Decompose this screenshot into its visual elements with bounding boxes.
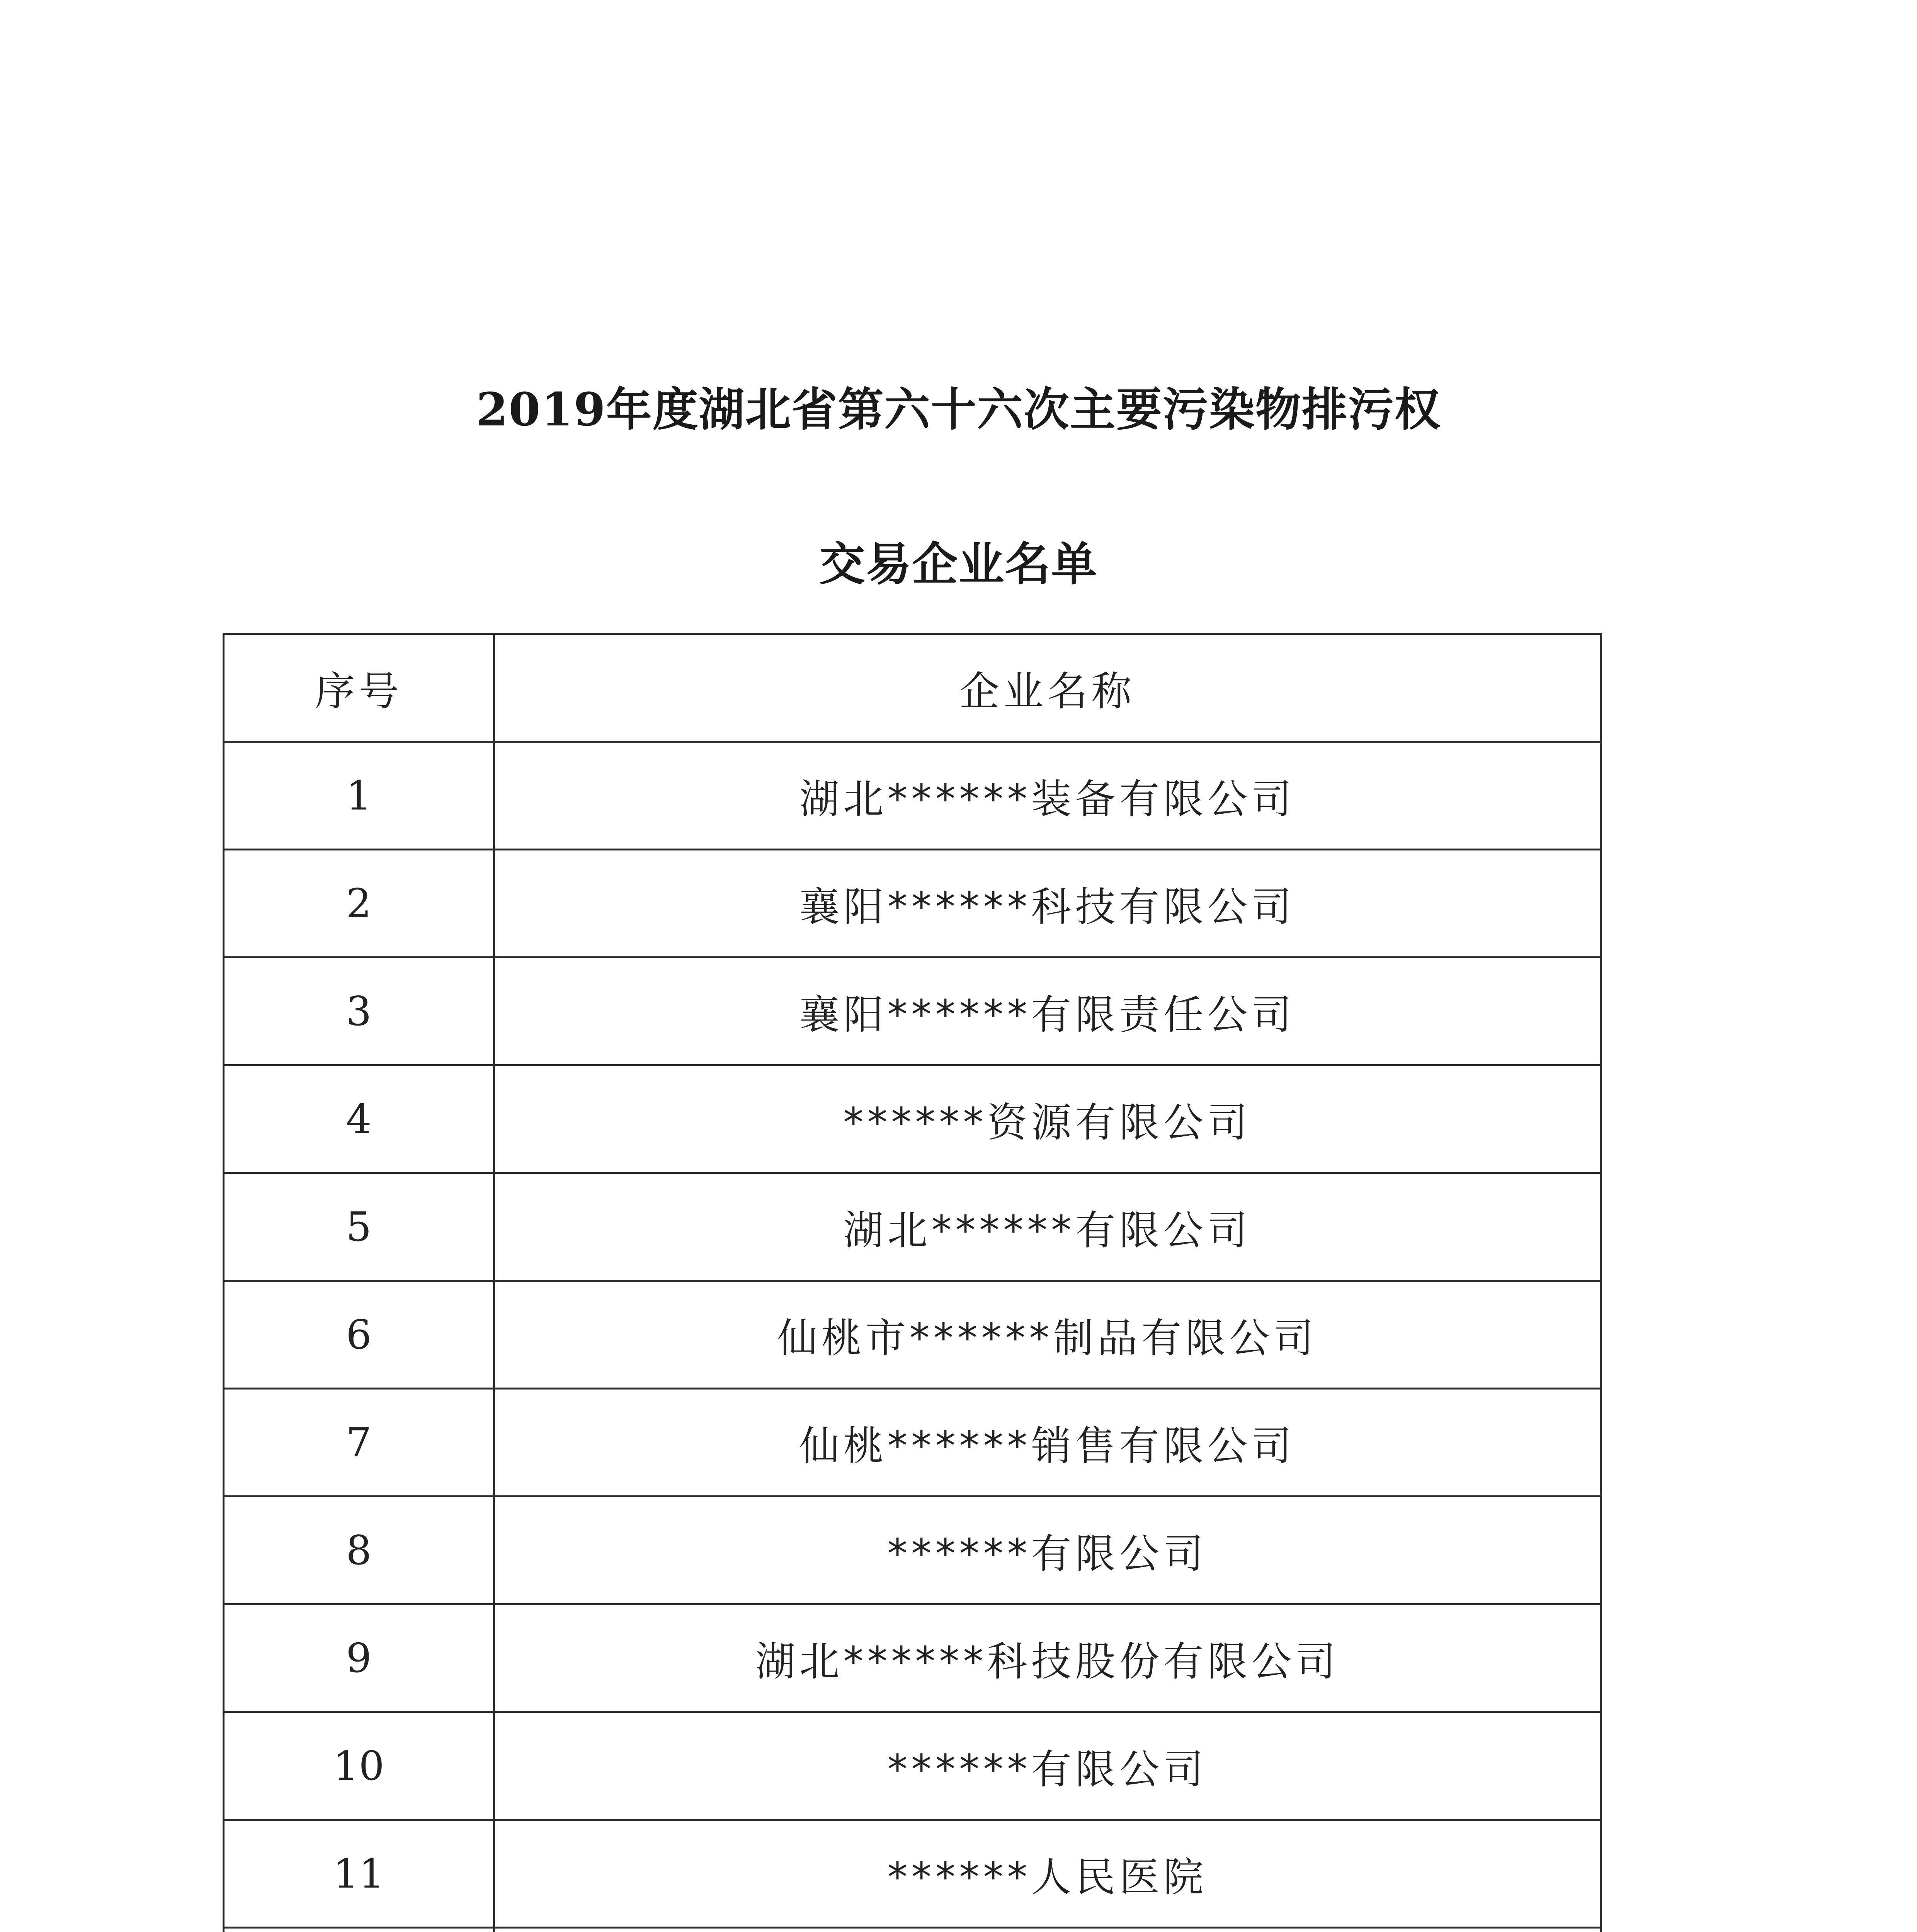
table-row (224, 1497, 1601, 1604)
document-title-line-2: 交易企业名单 (819, 537, 1098, 591)
enterprise-table (223, 633, 1602, 1932)
row-enterprise-name: ******有限公司 (494, 1712, 1601, 1820)
table-row (224, 1928, 1601, 1932)
row-enterprise-name: ******资源有限公司 (494, 1065, 1601, 1173)
row-serial-number: 10 (224, 1712, 494, 1820)
table-row (224, 1820, 1601, 1928)
row-serial-number: 5 (224, 1173, 494, 1281)
row-enterprise-name: 湖北******装备有限公司 (494, 742, 1601, 850)
table-row (224, 1281, 1601, 1389)
row-serial-number (224, 1928, 494, 1932)
header-enterprise-name: 企业名称 (494, 634, 1601, 742)
row-serial-number: 6 (224, 1281, 494, 1389)
table-row (224, 850, 1601, 957)
row-enterprise-name: ******有限公司 (494, 1497, 1601, 1604)
table-row (224, 742, 1601, 850)
table-row (224, 1065, 1601, 1173)
row-serial-number: 9 (224, 1604, 494, 1712)
row-enterprise-name: 湖北******有限公司 (494, 1173, 1601, 1281)
row-enterprise-name: 襄阳******科技有限公司 (494, 850, 1601, 957)
row-serial-number: 4 (224, 1065, 494, 1173)
document-title-line-1: 2019年度湖北省第六十六次主要污染物排污权 (476, 383, 1441, 436)
table-row (224, 1173, 1601, 1281)
table-row (224, 1712, 1601, 1820)
row-enterprise-name (494, 1928, 1601, 1932)
row-enterprise-name: 仙桃市******制品有限公司 (494, 1281, 1601, 1389)
row-serial-number: 7 (224, 1389, 494, 1497)
row-enterprise-name: 湖北******科技股份有限公司 (494, 1604, 1601, 1712)
row-enterprise-name: 仙桃******销售有限公司 (494, 1389, 1601, 1497)
table-row (224, 1389, 1601, 1497)
row-enterprise-name: 襄阳******有限责任公司 (494, 957, 1601, 1065)
table-header-row (224, 634, 1601, 742)
table-row (224, 957, 1601, 1065)
row-serial-number: 3 (224, 957, 494, 1065)
row-serial-number: 1 (224, 742, 494, 850)
row-serial-number: 2 (224, 850, 494, 957)
row-serial-number: 8 (224, 1497, 494, 1604)
header-serial-number: 序号 (224, 634, 494, 742)
row-enterprise-name: ******人民医院 (494, 1820, 1601, 1928)
table-row (224, 1604, 1601, 1712)
row-serial-number: 11 (224, 1820, 494, 1928)
